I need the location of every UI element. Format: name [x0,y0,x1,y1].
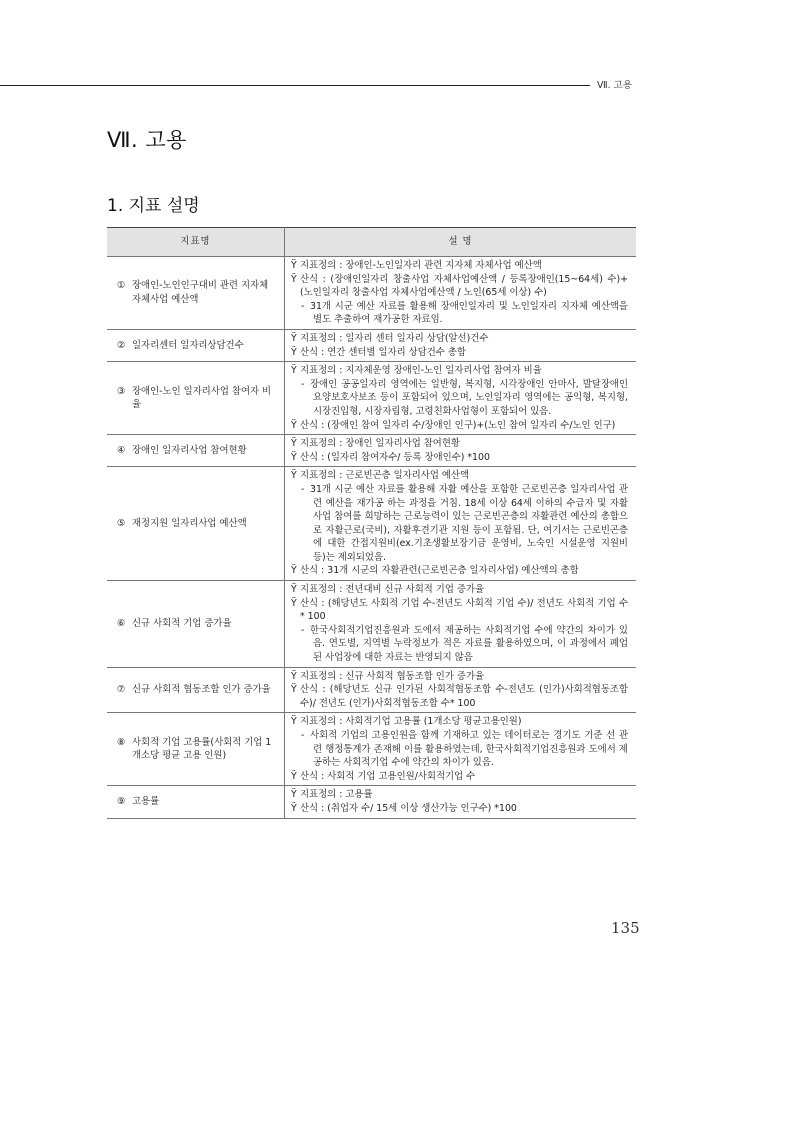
description-bullet [291,273,628,300]
description-text: 한국사회적기업진흥원과 도에서 제공하는 사회적기업 수에 약간의 차이가 있음. 연도별, 지역별 누락정보가 적은 자료를 활용하였으며, 이 과정에서 폐업된 사업장에 대한 자료는 반영되지 않음 [310,624,628,664]
description-bullet [291,564,628,578]
indicator-description-cell [285,667,637,713]
indicator-name: 장애인-노인 일자리사업 참여자 비율 [132,385,272,411]
bullet-marker: Ÿ [291,451,297,463]
table-header-row [107,228,636,257]
indicator-name: 장애인 일자리사업 참여현황 [132,444,247,456]
running-header: Ⅶ. 고용 [597,80,633,91]
bullet-marker: Ÿ [291,419,297,431]
description-bullet [291,451,628,465]
dash-marker: - [301,730,305,741]
indicator-number: ④ [117,444,126,456]
table-row [107,786,636,818]
bullet-marker: Ÿ [291,346,297,358]
indicator-description-cell [285,713,637,786]
column-header-name: 지표명 [107,228,285,257]
indicator-description-cell [285,581,637,668]
description-text: 지표정의 : 장애인-노인일자리 관련 지자체 자체사업 예산액 [300,260,542,271]
bullet-marker: Ÿ [291,584,297,596]
description-text: 산식 : (해당년도 사회적 기업 수-전년도 사회적 기업 수)/ 전년도 사회적 기업 수* 100 [300,597,628,623]
bullet-marker: Ÿ [291,470,297,482]
indicator-name-cell [107,362,285,435]
description-note [291,378,628,419]
description-text: 사회적 기업의 고용인원을 함께 기재하고 있는 데이터로는 경기도 기준 선 관련 행정통계가 존재해 이를 활용하였는데, 한국사회적기업진흥원과 도에서 제공하는 사회적기업 수에 약간의 차이가 있음. [310,730,628,769]
table-row [107,467,636,581]
dash-marker: - [301,624,305,636]
indicator-description-cell [285,786,637,818]
description-bullet [291,770,628,784]
indicator-number: ③ [117,385,126,397]
bullet-marker: Ÿ [291,597,297,609]
indicator-description-cell [285,467,637,581]
table-row [107,362,636,435]
section-title: 1. 지표 설명 [107,196,200,216]
table-row [107,713,636,786]
indicator-name-cell [107,667,285,713]
description-text: 산식 : (일자리 참여자수/ 등록 장애인수) *100 [300,451,490,463]
description-note [291,624,628,665]
description-text: 31개 시군 예산 자료를 활용해 장애인일자리 및 노인일자리 지자체 예산액을 별도 추출하여 재가공한 자료임. [310,300,628,326]
bullet-marker: Ÿ [291,438,297,450]
bullet-marker: Ÿ [291,716,297,728]
description-bullet [291,788,628,802]
indicator-number: ② [117,339,126,351]
description-note [291,300,628,327]
indicator-number: ⑥ [117,618,126,630]
indicator-number: ① [117,280,126,292]
description-bullet [291,332,628,346]
description-bullet [291,364,628,378]
chapter-title: Ⅶ. 고용 [107,128,187,152]
description-note [291,729,628,770]
description-bullet [291,802,628,816]
indicator-name-cell [107,467,285,581]
indicator-name-cell [107,329,285,361]
indicator-name: 재정지원 일자리사업 예산액 [132,517,247,529]
indicator-name: 장애인-노인인구대비 관련 지자체 자체사업 예산액 [132,280,269,305]
description-text: 지표정의 : 사회적기업 고용률 (1개소당 평균고용인원) [300,716,522,728]
table-row [107,581,636,668]
description-text: 산식 : 연간 센터별 일자리 상담건수 총합 [300,346,466,358]
bullet-marker: Ÿ [291,770,297,782]
header-rule [0,85,590,86]
dash-marker: - [301,300,305,312]
indicator-number: ⑤ [117,517,126,529]
bullet-marker: Ÿ [291,684,297,696]
indicator-number: ⑨ [117,796,126,808]
description-text: 산식 : (해당년도 신규 인가된 사회적협동조합 수-전년도 (인가)사회적협동조합 수)/ 전년도 (인가)사회적협동조합 수* 100 [300,684,628,709]
description-bullet [291,583,628,597]
description-bullet [291,597,628,624]
indicator-name-cell [107,257,285,330]
description-text: 산식 : 31개 시군의 자활관련(근로빈곤층 일자리사업) 예산액의 총합 [300,565,579,577]
description-text: 지표정의 : 지자체운영 장애인-노인 일자리사업 참여자 비율 [300,365,542,377]
indicator-table [107,227,636,819]
bullet-marker: Ÿ [291,565,297,577]
dash-marker: - [301,378,305,390]
description-text: 산식 : (장애인 참여 일자리 수/장애인 인구)+(노인 참여 일자리 수/노인 인구) [300,419,616,431]
description-bullet [291,683,628,710]
description-text: 산식 : 사회적 기업 고용인원/사회적기업 수 [300,770,476,782]
indicator-name: 고용률 [132,796,160,808]
description-bullet [291,670,628,684]
bullet-marker: Ÿ [291,802,297,814]
description-bullet [291,346,628,360]
bullet-marker: Ÿ [291,365,297,377]
description-text: 지표정의 : 전년대비 신규 사회적 기업 증가율 [300,584,485,596]
dash-marker: - [301,483,305,495]
description-bullet [291,259,628,273]
indicator-description-cell [285,329,637,361]
description-text: 산식 : (장애인일자리 창출사업 자체사업예산액 / 등록장애인(15~64세) 수)+(노인일자리 창출사업 자체사업예산액 / 노인(65세 이상) 수) [300,273,628,299]
description-note [291,483,628,565]
indicator-name-cell [107,435,285,467]
indicator-name-cell [107,581,285,668]
table-body [107,257,636,819]
description-text: 산식 : (취업자 수/ 15세 이상 생산가능 인구수) *100 [300,802,517,814]
description-text: 지표정의 : 고용률 [300,789,373,801]
indicator-description-cell [285,362,637,435]
indicator-number: ⑧ [117,736,126,748]
description-bullet [291,419,628,433]
description-text: 31개 시군 예산 자료를 활용해 자활 예산을 포함한 근로빈곤층 일자리사업 관련 예산을 재가공 하는 과정을 거침. 18세 이상 64세 이하의 수급자 및 자활사업 참여를 희망하는 근로능력이 있는 근로빈곤층의 자활관련 예산의 총합으로 자활근로(국비), 자활후견기관 지원 등이 포함됨. 단, 여기서는 근로빈곤층에 대한 간접지원비(ex.기초생활보장기금 운영비, 노숙인 시설운영 지원비 등)는 제외되었음. [310,483,628,563]
column-header-desc: 설 명 [285,228,637,257]
indicator-name: 일자리센터 일자리상담건수 [132,339,244,351]
indicator-name-cell [107,786,285,818]
table-row [107,257,636,330]
indicator-description-cell [285,435,637,467]
description-bullet [291,469,628,483]
indicator-name-cell [107,713,285,786]
description-text: 지표정의 : 신규 사회적 협동조합 인가 증가율 [300,670,485,682]
description-text: 장애인 공공일자리 영역에는 일반형, 복지형, 시각장애인 안마사, 발달장애인 요양보호사보조 등이 포함되어 있으며, 노인일자리 영역에는 공익형, 복지형, 시장진입형, 시장자립형, 고령친화사업형이 포함되어 있음. [310,378,628,417]
description-text: 지표정의 : 장애인 일자리사업 참여현황 [300,438,460,450]
description-text: 지표정의 : 일자리 센터 일자리 상담(알선)건수 [300,332,489,344]
description-bullet [291,437,628,451]
description-bullet [291,715,628,729]
page-number: 135 [611,919,640,937]
bullet-marker: Ÿ [291,332,297,344]
bullet-marker: Ÿ [291,260,297,271]
bullet-marker: Ÿ [291,273,297,285]
table-row [107,435,636,467]
indicator-name: 사회적 기업 고용률(사회적 기업 1개소당 평균 고용 인원) [132,736,272,762]
table-row [107,667,636,713]
indicator-name: 신규 사회적 기업 증가율 [132,618,232,630]
bullet-marker: Ÿ [291,670,297,682]
table-row [107,329,636,361]
indicator-number: ⑦ [117,684,126,696]
indicator-description-cell [285,257,637,330]
bullet-marker: Ÿ [291,789,297,801]
description-text: 지표정의 : 근로빈곤층 일자리사업 예산액 [300,470,470,482]
indicator-name: 신규 사회적 협동조합 인가 증가율 [132,684,271,696]
